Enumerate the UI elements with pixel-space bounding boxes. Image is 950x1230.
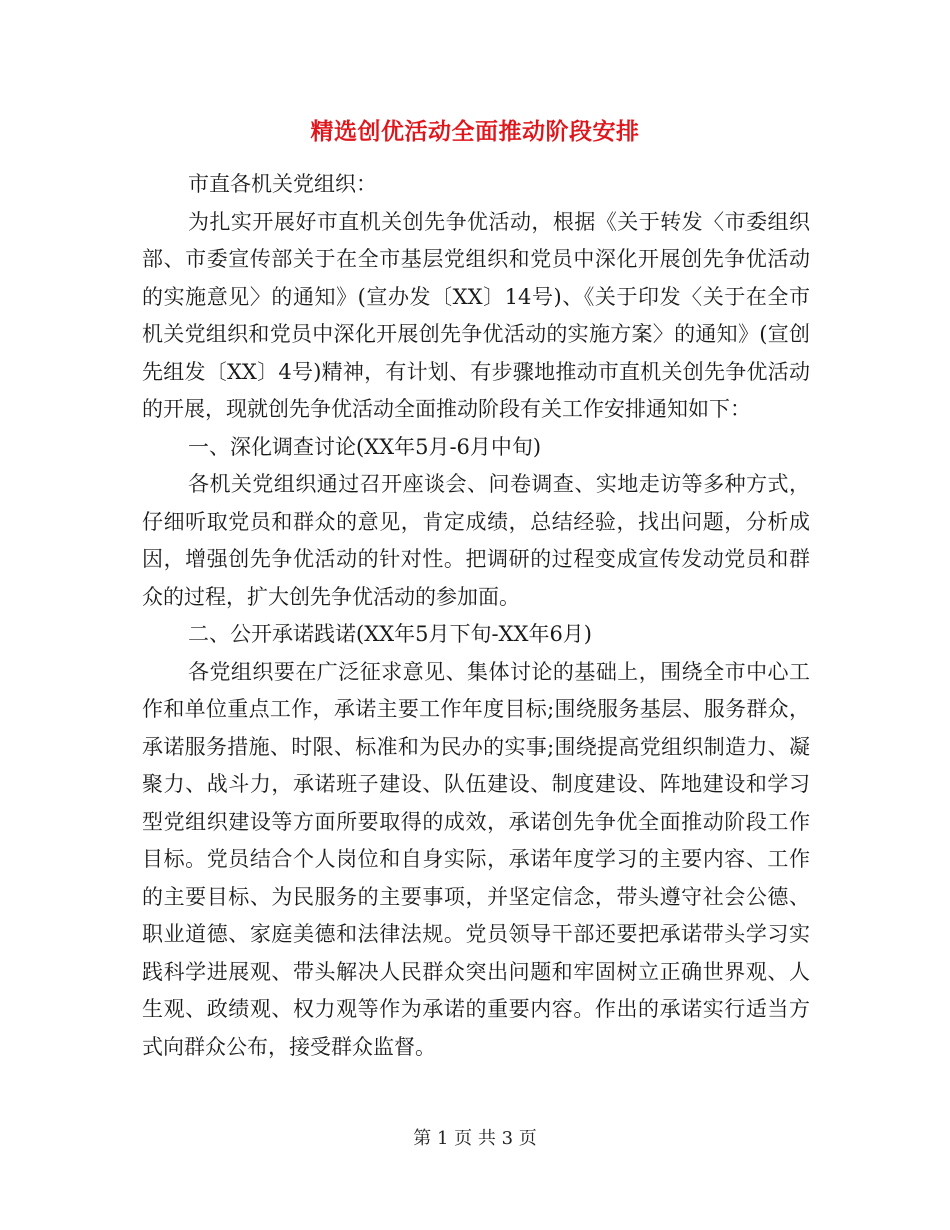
section-heading-1: 一、深化调查讨论(XX年5月-6月中旬) xyxy=(188,434,542,459)
intro-paragraph: 为扎实开展好市直机关创先争优活动，根据《关于转发〈市委组织部、市委宣传部关于在全市基层党组织和党员中深化开展创先争优活动的实施意见〉的通知》(宣办发〔XX〕14号)、《关于印发〈关于在全市机关党组织和党员中深化开展创先争优活动的实施方案〉的通知》(宣创先组发〔XX〕4号)精神，有计划、有步骤地推动市直机关创先争优活动的开展，现就创先争优活动全面推动阶段有关工作安排通知如下： xyxy=(142,209,810,421)
section-heading-2: 二、公开承诺践诺(XX年5月下旬-XX年6月) xyxy=(188,622,593,646)
document-body xyxy=(142,166,810,1066)
section-1-paragraph: 各机关党组织通过召开座谈会、问卷调查、实地走访等多种方式，仔细听取党员和群众的意见，肯定成绩，总结经验，找出问题，分析成因，增强创先争优活动的针对性。把调研的过程变成宣传发动党员和群众的过程，扩大创先争优活动的参加面。 xyxy=(142,472,810,609)
salutation: 市直各机关党组织： xyxy=(188,172,377,196)
section-2-paragraph: 各党组织要在广泛征求意见、集体讨论的基础上，围绕全市中心工作和单位重点工作，承诺主要工作年度目标;围绕服务基层、服务群众，承诺服务措施、时限、标准和为民办的实事;围绕提高党组织制造力、凝聚力、战斗力，承诺班子建设、队伍建设、制度建设、阵地建设和学习型党组织建设等方面所要取得的成效，承诺创先争优全面推动阶段工作目标。党员结合个人岗位和自身实际，承诺年度学习的主要内容、工作的主要目标、为民服务的主要事项，并坚定信念，带头遵守社会公德、职业道德、家庭美德和法律法规。党员领导干部还要把承诺带头学习实践科学进展观、带头解决人民群众突出问题和牢固树立正确世界观、人生观、政绩观、权力观等作为承诺的重要内容。作出的承诺实行适当方式向群众公布，接受群众监督。 xyxy=(142,659,810,1059)
page-number-footer: 第 1 页 共 3 页 xyxy=(413,1128,537,1149)
document-title: 精选创优活动全面推动阶段安排 xyxy=(310,119,640,145)
